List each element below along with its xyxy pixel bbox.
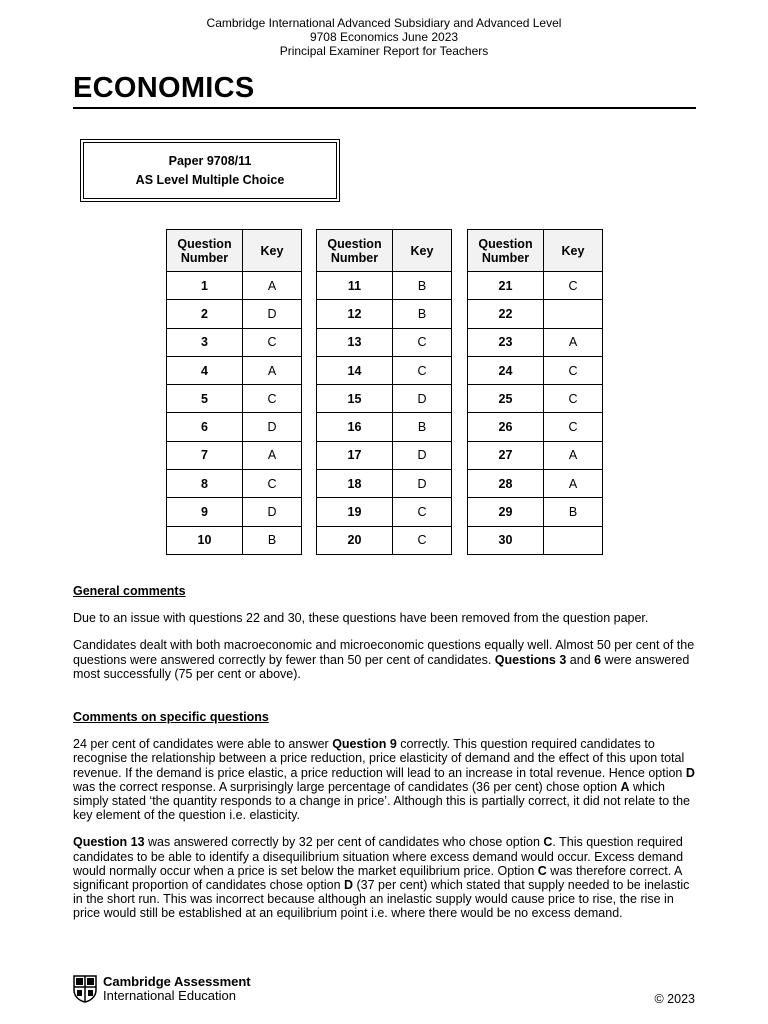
- table-row: [317, 441, 452, 469]
- general-comments-heading: General comments: [73, 584, 186, 598]
- key-table-3: [467, 229, 603, 555]
- table-row: [167, 272, 302, 300]
- table-row: [167, 356, 302, 384]
- key-table-2: [316, 229, 452, 555]
- paper-code: Paper 9708/11: [168, 153, 252, 168]
- answer-key: C: [544, 413, 603, 441]
- question-number: 26: [468, 413, 544, 441]
- table-row: [167, 441, 302, 469]
- table-row: [468, 441, 603, 469]
- answer-key: C: [393, 328, 452, 356]
- question-number: 29: [468, 498, 544, 526]
- question-number: 11: [317, 272, 393, 300]
- question-number: 20: [317, 526, 393, 554]
- table-row: [468, 413, 603, 441]
- table-row: [167, 413, 302, 441]
- table-row: [167, 526, 302, 554]
- report-header: [0, 16, 768, 58]
- answer-key: [544, 300, 603, 328]
- answer-key: C: [243, 385, 302, 413]
- table-row: [317, 413, 452, 441]
- table-row: [468, 526, 603, 554]
- answer-key: D: [393, 441, 452, 469]
- answer-key: A: [243, 272, 302, 300]
- col-key-header: Key: [243, 230, 302, 272]
- col-question-header: Question Number: [167, 230, 243, 272]
- answer-key: A: [243, 356, 302, 384]
- general-paragraph-2: Candidates dealt with both macroeconomic and microeconomic questions equally well. Almost 50 per cent of the questions were answered correctly by fewer than 50 per cent of candidates. Questions 3 and 6 were answered most successfully (75 per cent or above).: [73, 638, 695, 681]
- subject-title: ECONOMICS: [73, 72, 255, 104]
- question-number: 23: [468, 328, 544, 356]
- col-key-header: Key: [544, 230, 603, 272]
- question-number: 24: [468, 356, 544, 384]
- answer-key: D: [393, 385, 452, 413]
- question-number: 19: [317, 498, 393, 526]
- question-number: 30: [468, 526, 544, 554]
- answer-key: B: [393, 300, 452, 328]
- answer-key: D: [243, 413, 302, 441]
- table-row: [317, 498, 452, 526]
- table-row: [468, 470, 603, 498]
- question-number: 7: [167, 441, 243, 469]
- question-number: 10: [167, 526, 243, 554]
- table-row: [317, 300, 452, 328]
- general-comments-section: [73, 584, 698, 681]
- paper-box: [80, 139, 340, 202]
- answer-key: B: [393, 272, 452, 300]
- question-number: 27: [468, 441, 544, 469]
- table-row: [317, 470, 452, 498]
- question-number: 16: [317, 413, 393, 441]
- question-number: 3: [167, 328, 243, 356]
- question-number: 12: [317, 300, 393, 328]
- answer-key: C: [393, 498, 452, 526]
- question-number: 13: [317, 328, 393, 356]
- question-number: 15: [317, 385, 393, 413]
- table-row: [167, 470, 302, 498]
- cambridge-logo: [73, 975, 251, 1003]
- answer-key: D: [243, 498, 302, 526]
- answer-key: C: [544, 272, 603, 300]
- answer-key: D: [243, 300, 302, 328]
- copyright: © 2023: [654, 992, 695, 1006]
- header-line-1: Cambridge International Advanced Subsidiary and Advanced Level: [206, 16, 562, 30]
- key-table-1: [166, 229, 302, 555]
- title-rule: [73, 107, 696, 109]
- question-number: 21: [468, 272, 544, 300]
- answer-key: C: [393, 356, 452, 384]
- answer-key: B: [243, 526, 302, 554]
- table-row: [167, 385, 302, 413]
- answer-key: [544, 526, 603, 554]
- table-row: [317, 385, 452, 413]
- question-number: 25: [468, 385, 544, 413]
- answer-key: A: [544, 441, 603, 469]
- specific-comments-section: [73, 710, 698, 921]
- table-row: [167, 498, 302, 526]
- table-row: [317, 526, 452, 554]
- question-number: 2: [167, 300, 243, 328]
- col-question-header: Question Number: [468, 230, 544, 272]
- table-row: [167, 328, 302, 356]
- general-paragraph-1: Due to an issue with questions 22 and 30, these questions have been removed from the question paper.: [73, 611, 649, 626]
- question-number: 28: [468, 470, 544, 498]
- question-number: 8: [167, 470, 243, 498]
- table-row: [468, 498, 603, 526]
- logo-line-1: Cambridge Assessment: [103, 974, 251, 989]
- question-number: 14: [317, 356, 393, 384]
- paper-title: AS Level Multiple Choice: [135, 172, 285, 187]
- answer-key: C: [243, 328, 302, 356]
- table-row: [167, 300, 302, 328]
- answer-key: C: [243, 470, 302, 498]
- table-row: [468, 300, 603, 328]
- logo-line-2: International Education: [103, 988, 236, 1003]
- answer-key: A: [243, 441, 302, 469]
- table-row: [317, 328, 452, 356]
- col-question-header: Question Number: [317, 230, 393, 272]
- answer-key: B: [393, 413, 452, 441]
- answer-key: A: [544, 328, 603, 356]
- question-13-paragraph: Question 13 was answered correctly by 32 per cent of candidates who chose option C. This question required candidates to be able to identify a disequilibrium situation where excess demand would occur. Excess demand would normally occur when a price is set below the market equilibrium price. Option C was therefore correct. A significant proportion of candidates chose option D (37 per cent) which stated that supply needed to be inelastic in the short run. This was incorrect because although an inelastic supply would cause price to rise, the rise in price would still be established at an equilibrium point i.e. where there would be no excess demand.: [73, 835, 690, 921]
- question-number: 6: [167, 413, 243, 441]
- table-row: [468, 272, 603, 300]
- question-number: 9: [167, 498, 243, 526]
- answer-key: D: [393, 470, 452, 498]
- answer-key: B: [544, 498, 603, 526]
- crest-icon: [73, 975, 97, 1003]
- answer-key: C: [544, 356, 603, 384]
- table-row: [468, 328, 603, 356]
- table-row: [317, 356, 452, 384]
- col-key-header: Key: [393, 230, 452, 272]
- answer-key: C: [544, 385, 603, 413]
- table-row: [468, 356, 603, 384]
- table-row: [468, 385, 603, 413]
- specific-comments-heading: Comments on specific questions: [73, 710, 269, 724]
- question-number: 1: [167, 272, 243, 300]
- question-9-paragraph: 24 per cent of candidates were able to answer Question 9 correctly. This question required candidates to recognise the relationship between a price reduction, price elasticity of demand and the effect of this upon total revenue. If the demand is price elastic, a price reduction will lead to an increase in total revenue. Hence option D was the correct response. A surprisingly large percentage of candidates (36 per cent) chose option A which simply stated ‘the quantity responds to a change in price’. Although this is partially correct, it did not relate to the key element of the question i.e. elasticity.: [73, 737, 695, 823]
- question-number: 5: [167, 385, 243, 413]
- answer-key: C: [393, 526, 452, 554]
- question-number: 4: [167, 356, 243, 384]
- table-row: [317, 272, 452, 300]
- question-number: 18: [317, 470, 393, 498]
- question-number: 22: [468, 300, 544, 328]
- answer-key: A: [544, 470, 603, 498]
- question-number: 17: [317, 441, 393, 469]
- header-line-3: Principal Examiner Report for Teachers: [279, 44, 489, 58]
- header-line-2: 9708 Economics June 2023: [309, 30, 459, 44]
